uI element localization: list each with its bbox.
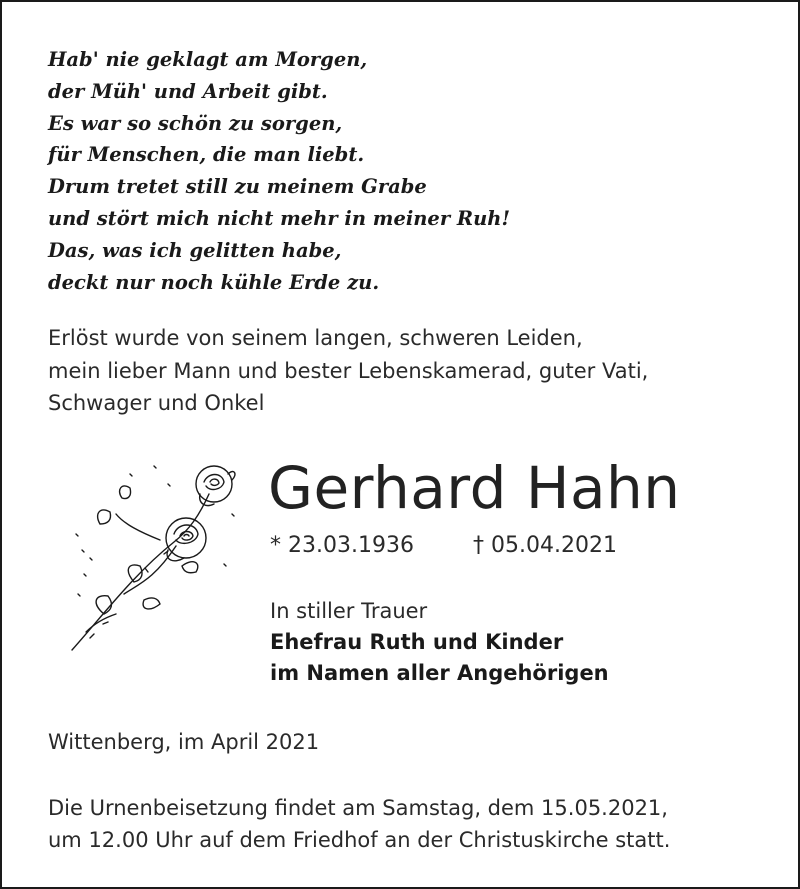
poem-line: Es war so schön zu sorgen, — [48, 111, 343, 135]
poem-line: Hab' nie geklagt am Morgen, — [48, 48, 368, 71]
poem-line: Das, was ich gelitten habe, — [48, 238, 342, 262]
poem-line: für Menschen, die man liebt. — [48, 143, 365, 167]
poem-line: Drum tretet still zu meinem Grabe — [48, 175, 427, 199]
poem-line: und stört mich nicht mehr in meiner Ruh! — [48, 206, 511, 230]
poem — [48, 44, 510, 298]
burial-line: Die Urnenbeisetzung findet am Samstag, dem 15.05.2021, — [48, 796, 668, 820]
rose-icon — [64, 454, 244, 664]
birth-date: * 23.03.1936 — [270, 533, 414, 558]
life-dates — [270, 530, 617, 562]
poem-line: deckt nur noch kühle Erde zu. — [48, 270, 380, 294]
intro-line: mein lieber Mann und bester Lebenskamerad, guter Vati, — [48, 358, 649, 383]
mourners-intro: In stiller Trauer — [270, 599, 428, 623]
mourners-family: Ehefrau Ruth und Kinder — [270, 630, 564, 654]
burial-line: um 12.00 Uhr auf dem Friedhof an der Christuskirche statt. — [48, 828, 671, 852]
death-date: † 05.04.2021 — [473, 533, 617, 558]
burial-notice — [48, 792, 670, 856]
mourners — [270, 596, 609, 689]
intro-line: Schwager und Onkel — [48, 391, 265, 415]
intro-text — [48, 322, 648, 420]
intro-line: Erlöst wurde von seinem langen, schweren Leiden, — [48, 326, 583, 350]
deceased-name: Gerhard Hahn — [268, 454, 681, 522]
mourners-relatives: im Namen aller Angehörigen — [270, 661, 609, 685]
poem-line: der Müh' und Arbeit gibt. — [48, 79, 328, 103]
place-date: Wittenberg, im April 2021 — [48, 730, 320, 754]
